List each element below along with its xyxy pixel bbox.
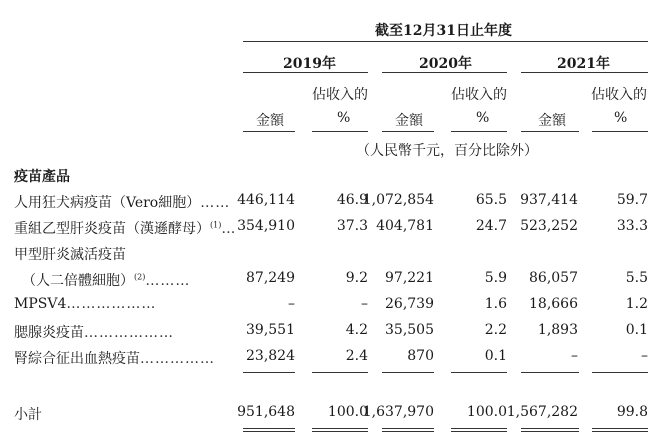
row-label: 腮腺炎疫苗………………: [14, 325, 174, 341]
cell-amount-2021: –: [571, 348, 578, 364]
subtotal-rule-4: [451, 372, 507, 373]
pct-header-2021-l2: %: [614, 110, 628, 126]
year-rule-2021: [521, 72, 648, 73]
cell-pct-2019: 2.4: [345, 348, 368, 364]
year-2019: 2019年: [283, 56, 336, 72]
cell-pct-2019: 9.2: [345, 270, 368, 286]
cell-pct-2019: –: [361, 296, 368, 312]
cell-amount-2021: 18,666: [529, 296, 578, 312]
period-header: 截至12月31日止年度: [375, 23, 512, 39]
bottom-rule-5: [521, 428, 579, 429]
subtotal-pct-2021: 99.8: [616, 404, 648, 420]
row-label: 重組乙型肝炎疫苗（漢遜酵母）$^{(1)}$…: [14, 220, 237, 237]
col-rule-2: [312, 131, 368, 132]
subtotal-amount-2019: 951,648: [237, 404, 295, 420]
pct-header-2020-l1: 佔收入的: [451, 87, 507, 103]
bottom-rule-6b: [592, 431, 648, 432]
bottom-rule-5b: [521, 431, 579, 432]
cell-pct-2020: 5.9: [484, 270, 507, 286]
cell-amount-2019: 354,910: [237, 218, 295, 234]
year-rule-2019: [243, 72, 368, 73]
unit-note: （人民幣千元，百分比除外）: [356, 143, 538, 159]
bottom-rule-2: [312, 428, 368, 429]
cell-amount-2020: 870: [407, 348, 434, 364]
period-rule: [243, 41, 648, 42]
subtotal-label: 小計: [14, 407, 42, 423]
subtotal-pct-2019: 100.0: [327, 404, 368, 420]
cell-pct-2021: 59.7: [616, 192, 648, 208]
bottom-rule-2b: [312, 431, 368, 432]
col-rule-4: [451, 131, 507, 132]
pct-header-2020-l2: %: [476, 110, 490, 126]
row-label: 腎綜合征出血熱疫苗……………: [14, 351, 215, 367]
cell-amount-2020: 404,781: [376, 218, 434, 234]
cell-pct-2020: 24.7: [475, 218, 507, 234]
cell-pct-2021: 1.2: [625, 296, 648, 312]
year-2020: 2020年: [419, 56, 472, 72]
row-label: 人用狂犬病疫苗（Vero細胞）……: [14, 195, 231, 211]
cell-amount-2020: 97,221: [385, 270, 434, 286]
cell-pct-2020: 1.6: [484, 296, 507, 312]
cell-pct-2021: –: [641, 348, 648, 364]
year-rule-2020: [382, 72, 507, 73]
pct-header-2021-l1: 佔收入的: [591, 87, 647, 103]
subtotal-rule-1: [243, 372, 295, 373]
cell-amount-2020: 1,072,854: [362, 192, 434, 208]
bottom-rule-1: [243, 428, 295, 429]
cell-amount-2021: 523,252: [520, 218, 578, 234]
row-label: 甲型肝炎滅活疫苗: [14, 247, 126, 263]
subtotal-rule-5: [521, 372, 579, 373]
subtotal-pct-2020: 100.0: [466, 404, 507, 420]
amount-header-2021: 金額: [538, 113, 566, 129]
cell-amount-2019: 23,824: [246, 348, 295, 364]
pct-header-2019-l2: %: [337, 110, 351, 126]
cell-pct-2021: 0.1: [625, 322, 648, 338]
amount-header-2019: 金額: [256, 113, 284, 129]
bottom-rule-3: [382, 428, 434, 429]
cell-amount-2019: 87,249: [246, 270, 295, 286]
cell-amount-2019: 39,551: [246, 322, 295, 338]
cell-pct-2021: 5.5: [625, 270, 648, 286]
cell-pct-2020: 2.2: [484, 322, 507, 338]
cell-amount-2021: 937,414: [520, 192, 578, 208]
bottom-rule-4: [451, 428, 507, 429]
bottom-rule-6: [592, 428, 648, 429]
col-rule-5: [521, 131, 579, 132]
bottom-rule-3b: [382, 431, 434, 432]
subtotal-rule-6: [592, 372, 648, 373]
cell-pct-2019: 46.9: [336, 192, 368, 208]
cell-pct-2020: 65.5: [475, 192, 507, 208]
col-rule-3: [382, 131, 434, 132]
bottom-rule-1b: [243, 431, 295, 432]
year-2021: 2021年: [557, 56, 610, 72]
subtotal-rule-2: [312, 372, 368, 373]
amount-header-2020: 金額: [395, 113, 423, 129]
cell-pct-2021: 33.3: [616, 218, 648, 234]
subtotal-rule-3: [382, 372, 434, 373]
cell-pct-2020: 0.1: [484, 348, 507, 364]
subtotal-amount-2020: 1,637,970: [362, 404, 434, 420]
cell-amount-2019: 446,114: [237, 192, 295, 208]
cell-amount-2021: 86,057: [529, 270, 578, 286]
col-rule-6: [592, 131, 648, 132]
bottom-rule-4b: [451, 431, 507, 432]
cell-amount-2019: –: [288, 296, 295, 312]
row-label: （人二倍體細胞）$^{(2)}$………: [22, 272, 191, 289]
cell-amount-2020: 35,505: [385, 322, 434, 338]
subtotal-amount-2021: 1,567,282: [506, 404, 578, 420]
col-rule-1: [243, 131, 295, 132]
pct-header-2019-l1: 佔收入的: [312, 87, 368, 103]
cell-amount-2021: 1,893: [537, 322, 578, 338]
cell-pct-2019: 4.2: [345, 322, 368, 338]
cell-pct-2019: 37.3: [336, 218, 368, 234]
section-title: 疫苗產品: [14, 169, 70, 185]
row-label: MPSV4………………: [14, 296, 157, 312]
cell-amount-2020: 26,739: [385, 296, 434, 312]
